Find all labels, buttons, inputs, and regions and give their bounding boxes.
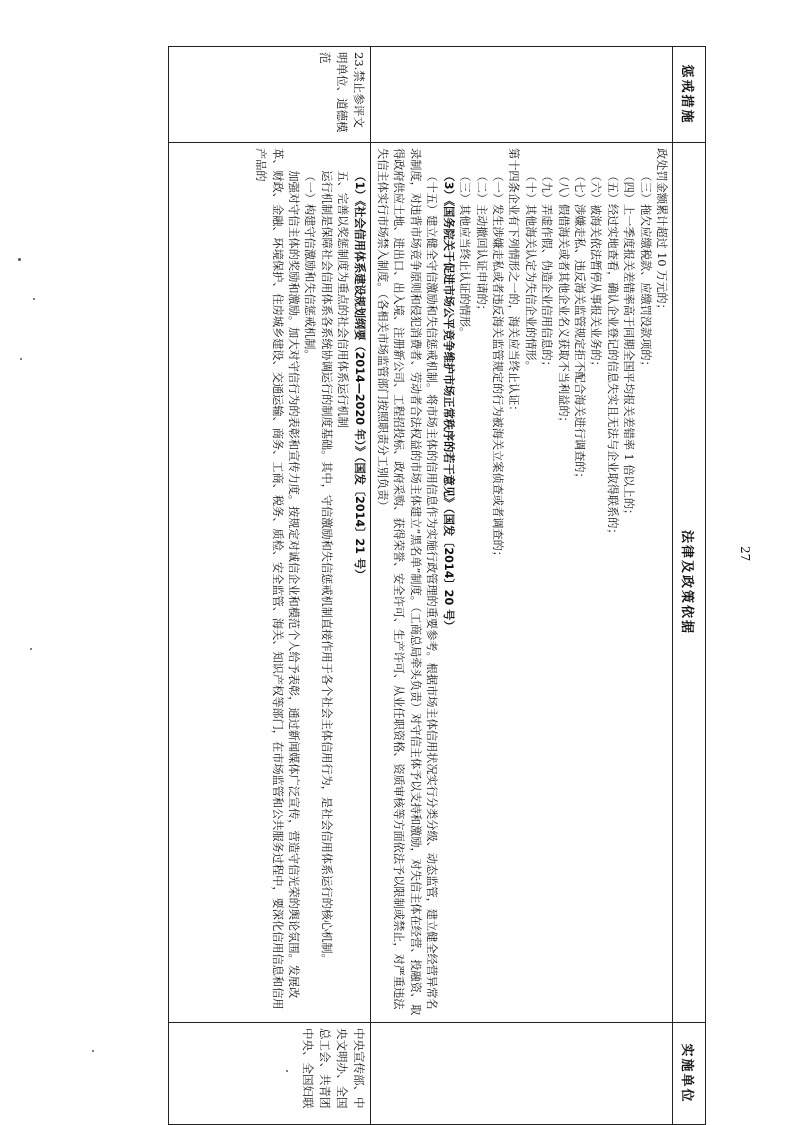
table-row: [370, 47, 672, 1125]
document-title: （1）《社会信用体系建设规划纲要（2014—2020 年）》（国发〔2014〕21 号）: [352, 170, 366, 581]
basis-line: （九）弄虚作假、伪造企业信用信息的；: [540, 170, 554, 372]
basis-line: 政处罚金额累计超过 10 万元的；: [655, 148, 668, 315]
basis-line: （十）其他海关认定为失信企业的情形。: [523, 170, 537, 372]
basis-line: （三）其他应当终止认证的情形。: [458, 170, 472, 339]
basis-paragraph: 加强对守信主体的奖励和激励。加大对守信行为的表彰和宣传力度。按规定对诚信企业和模范个人给予表彰，通过新闻媒体广泛宣传，营造守信光荣的舆论氛围。发展改革、财政、金融、环境保护、住房城乡建设、交通运输、商务、工商、税务、质检、安全监管、海关、知识产权等部门，在市场监管和公共服务过程中，要深化信用信息和信用产品的: [254, 148, 301, 1010]
page-number: 27: [738, 546, 752, 562]
scan-speck: [286, 1070, 288, 1072]
unit-cell: [370, 1023, 672, 1125]
scan-speck: [92, 1050, 94, 1052]
basis-line: （一）发生涉嫌走私或者违反海关监管规定的行为被海关立案侦查或者调查的；: [490, 170, 504, 562]
basis-line: （七）涉嫌走私、违反海关监管规定拒不配合海关进行调查的；: [572, 170, 586, 484]
header-basis: 法律及政策依据: [673, 143, 706, 1023]
scan-speck: [18, 258, 21, 261]
basis-paragraph: 五、完善以奖惩制度为重点的社会信用体系运行机制: [336, 170, 350, 428]
basis-paragraph: （十五）建立健全守信激励和失信惩戒机制。将市场主体的信用信息作为实施行政管理的重要参考。根据市场主体信用状况实行分类分级、动态监管，建立健全经营异常名录制度，对违背市场竞争原则和侵犯消费者、劳动者合法权益的市场主体建立“黑名单”制度。（工商总局牵头负责）对守信主体予以支持和激励，对失信主体在经营、投融资、取得政府供应土地、进出口、出入境、注册新公司、工程招投标、政府采购、获得荣誉、安全许可、生产许可、从业任职资格、资质审核等方面依法予以限制或禁止，对严重违法失信主体实行市场禁入制度。（各相关市场监管部门按照职责分工别负责）: [376, 148, 439, 1016]
document-title: （3）《国务院关于促进市场公平竞争维护市场正常秩序的若干意见》（国发〔2014〕20 号）: [441, 170, 455, 632]
header-measure: 惩戒措施: [673, 47, 706, 143]
basis-line: （五）经过实地查看，确认企业登记的信息失实且无法与企业取得联系的；: [605, 170, 619, 540]
header-unit: 实施单位: [673, 1023, 706, 1125]
basis-line: （六）被海关依法暂停从事报关业务的；: [589, 170, 603, 372]
basis-cell: [370, 143, 672, 1023]
policy-table: [168, 46, 706, 1125]
rotated-table-wrapper: [168, 46, 706, 1124]
scan-speck: [20, 358, 22, 360]
scan-speck: [33, 298, 35, 300]
basis-paragraph: 运行机制是保障社会信用体系各系统协调运行的制度基础。其中，守信激励和失信惩戒机制直接作用于各个社会主体信用行为，是社会信用体系运行的核心机制。: [319, 170, 333, 965]
basis-line: （八）假借海关或者其他企业名义获取不当利益的；: [556, 170, 570, 428]
table-header-row: [673, 47, 706, 1125]
measure-cell: [370, 47, 672, 143]
measure-cell: 23.禁止参评文明单位、道德模范: [169, 47, 371, 143]
basis-line: （三）拖欠应缴税款、应缴罚没款项的；: [638, 170, 652, 372]
basis-cell: [169, 143, 371, 1023]
basis-paragraph: （一）构建守信激励和失信惩戒机制。: [303, 170, 317, 361]
basis-line: （四）上一季度报关差错率高于同期全国平均报关差错率 1 倍以上的；: [622, 170, 636, 521]
unit-cell: 中央宣传部、中央文明办、全国总工会、共青团中央、全国妇联: [169, 1023, 371, 1125]
table-row: [169, 47, 371, 1125]
basis-line: （二）主动撤回认证申请的；: [474, 170, 488, 316]
basis-line: 第十四条企业有下列情形之一的，海关应当终止认证：: [507, 148, 521, 417]
scan-speck: [30, 648, 32, 650]
